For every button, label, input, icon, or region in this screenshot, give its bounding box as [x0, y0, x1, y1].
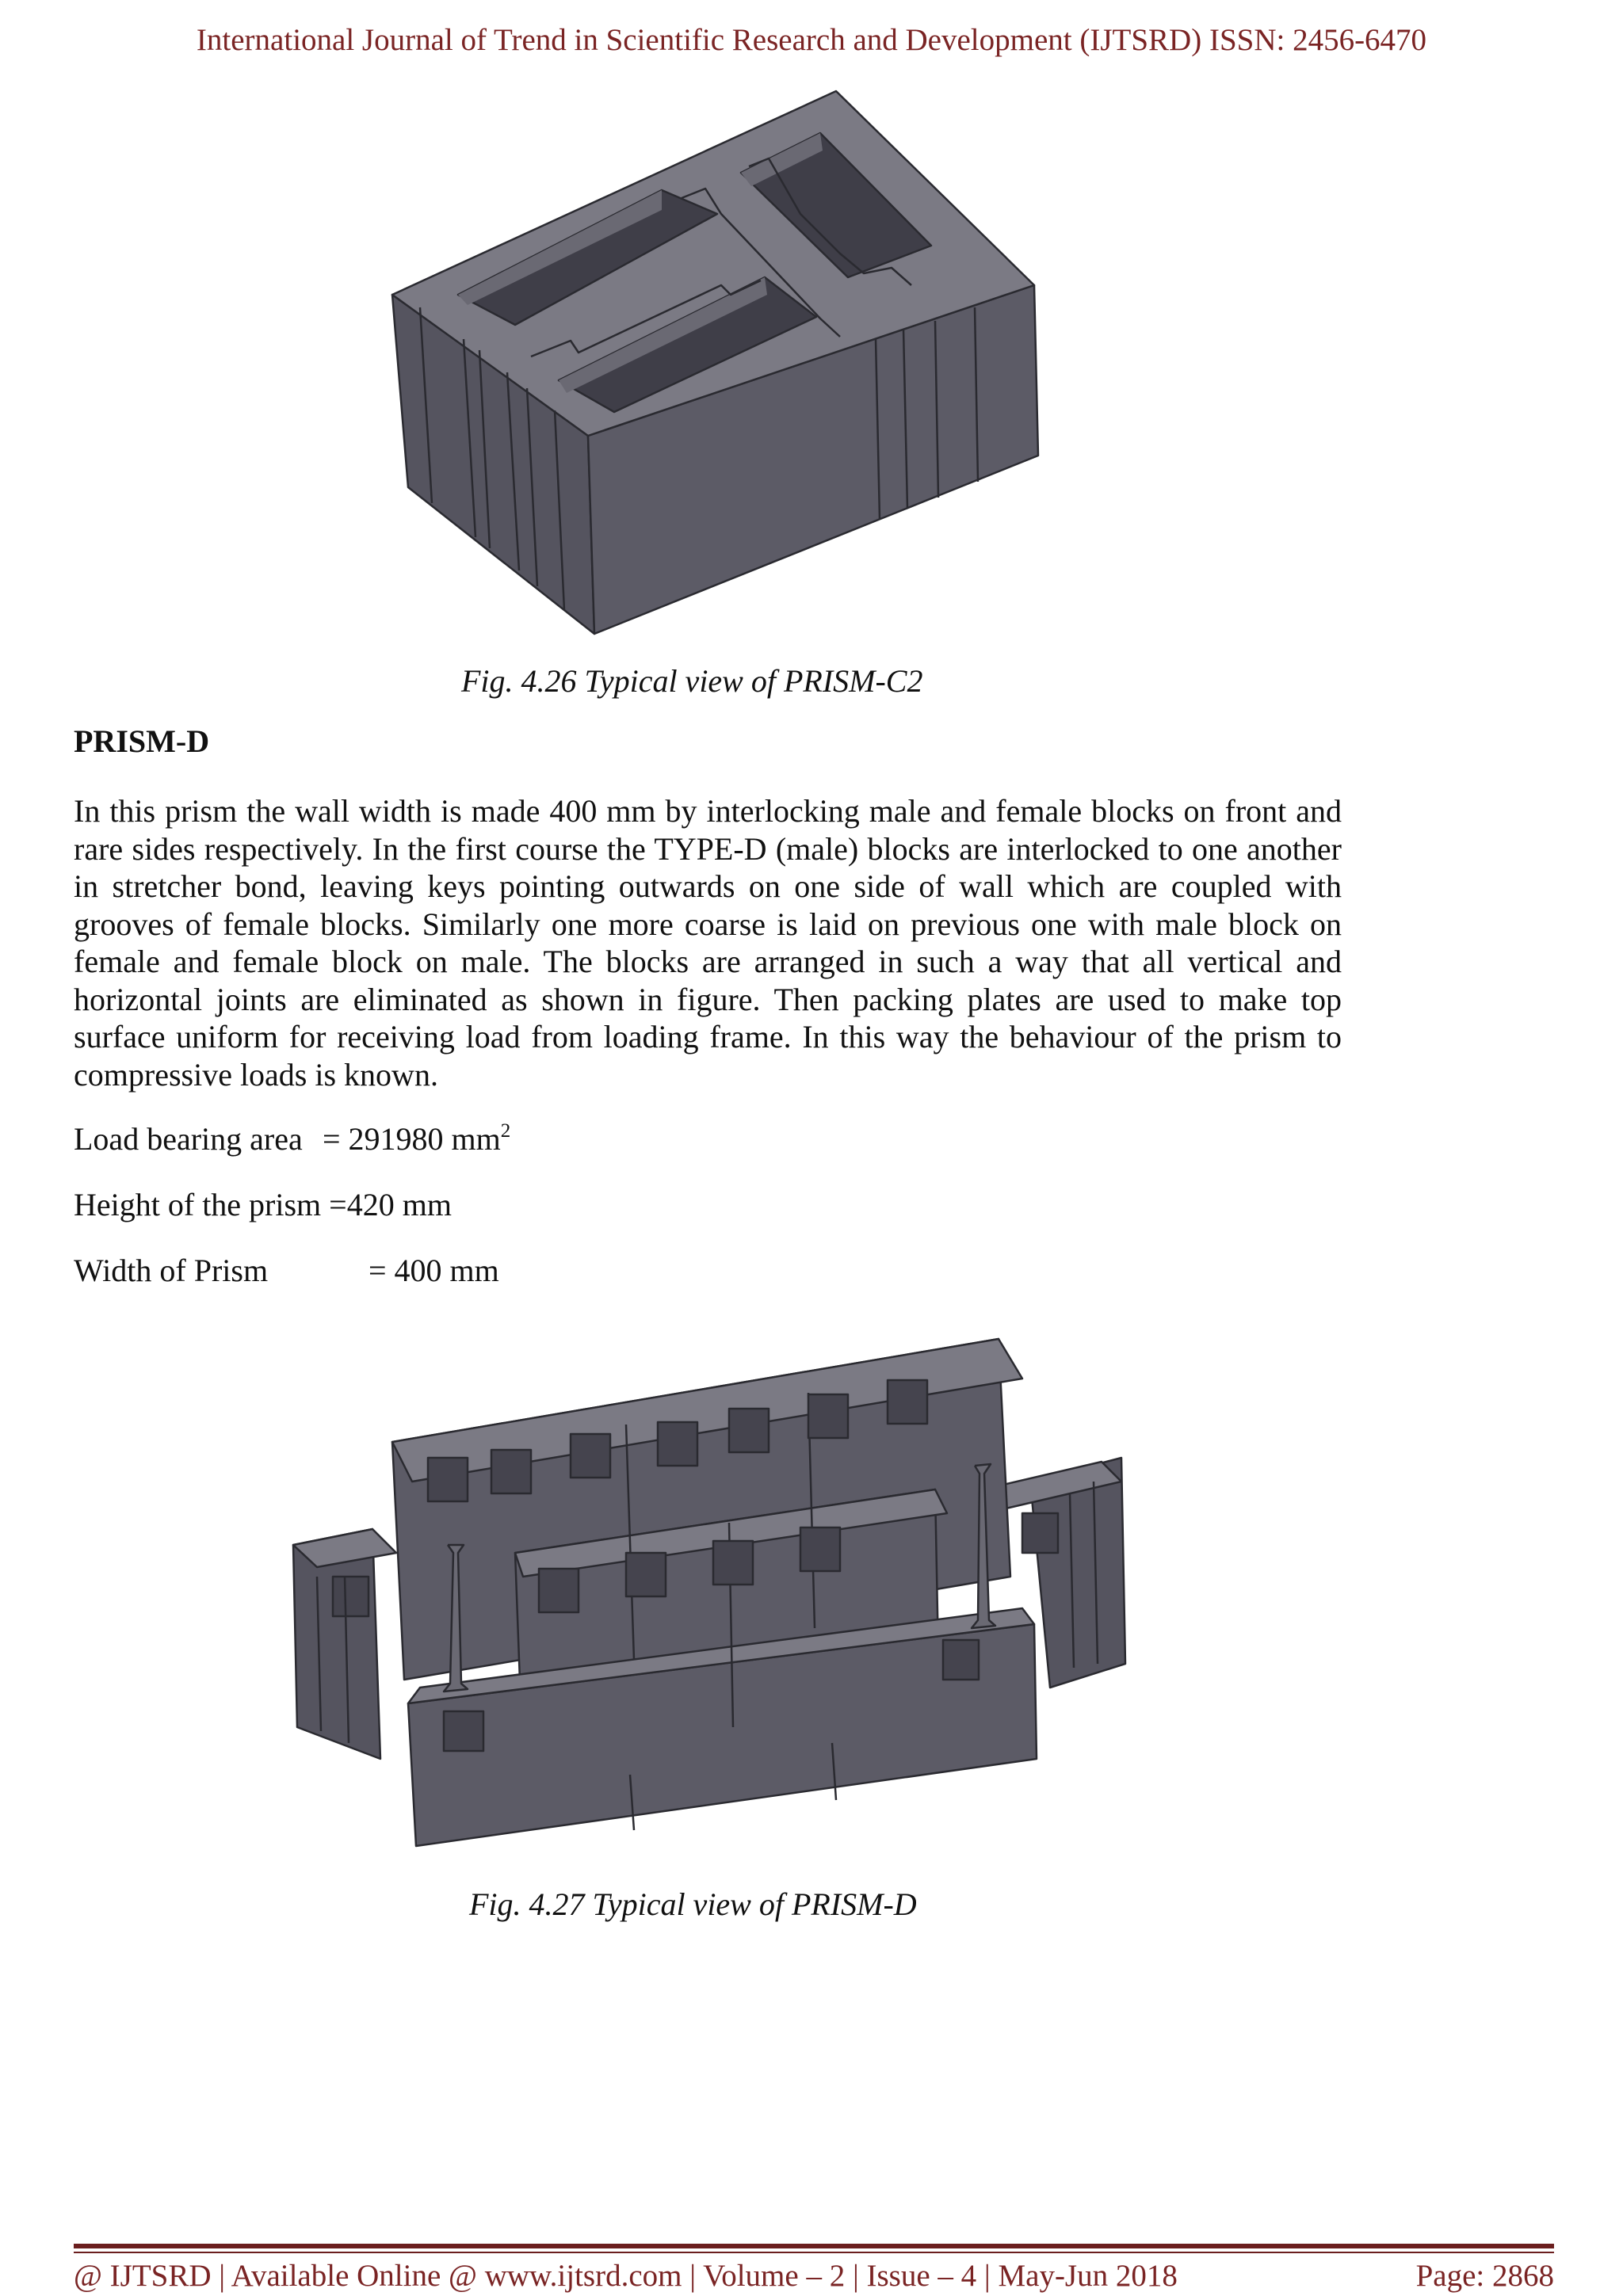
footer-rule: [74, 2244, 1554, 2248]
footer-info: @ IJTSRD | Available Online @ www.ijtsrd.com | Volume – 2 | Issue – 4 | May-Jun 2018: [74, 2259, 1178, 2293]
figure-caption: Fig. 4.26 Typical view of PRISM-C2: [461, 663, 923, 699]
figure-prism-d: [285, 1315, 1133, 1854]
spec-load-bearing-area: [74, 1120, 510, 1158]
spec-value: = 400 mm: [369, 1253, 499, 1288]
spec-value: = 291980 mm: [323, 1121, 501, 1157]
figure-caption: Fig. 4.27 Typical view of PRISM-D: [469, 1886, 917, 1922]
spec-unit-superscript: 2: [500, 1120, 511, 1142]
journal-header: International Journal of Trend in Scientific Research and Development (IJTSRD) ISSN: 2456-6470: [196, 23, 1427, 57]
spec-label: Height of the prism =420 mm: [74, 1187, 452, 1222]
page-number: Page: 2868: [1415, 2259, 1554, 2293]
section-heading: PRISM-D: [74, 723, 210, 759]
figure-prism-c2: [388, 87, 1054, 642]
spec-label: Width of Prism: [74, 1253, 269, 1288]
spec-width: [74, 1252, 499, 1289]
footer-rule-thin: [74, 2252, 1554, 2253]
section-paragraph: In this prism the wall width is made 400 mm by interlocking male and female blocks on front and rare sides respectively. In the first course the TYPE-D (male) blocks are interlocked to one another in stretcher bond, leaving keys pointing outwards on one side of wall which are coupled with grooves of female blocks. Similarly one more coarse is laid on previous one with male block on female and female block on male. The blocks are arranged in such a way that all vertical and horizontal joints are eliminated as shown in figure. Then packing plates are used to make top surface uniform for receiving load from loading frame. In this way the behaviour of the prism to compressive loads is known.: [74, 793, 1342, 1093]
spec-label: Load bearing area: [74, 1121, 303, 1157]
spec-height: [74, 1186, 452, 1223]
